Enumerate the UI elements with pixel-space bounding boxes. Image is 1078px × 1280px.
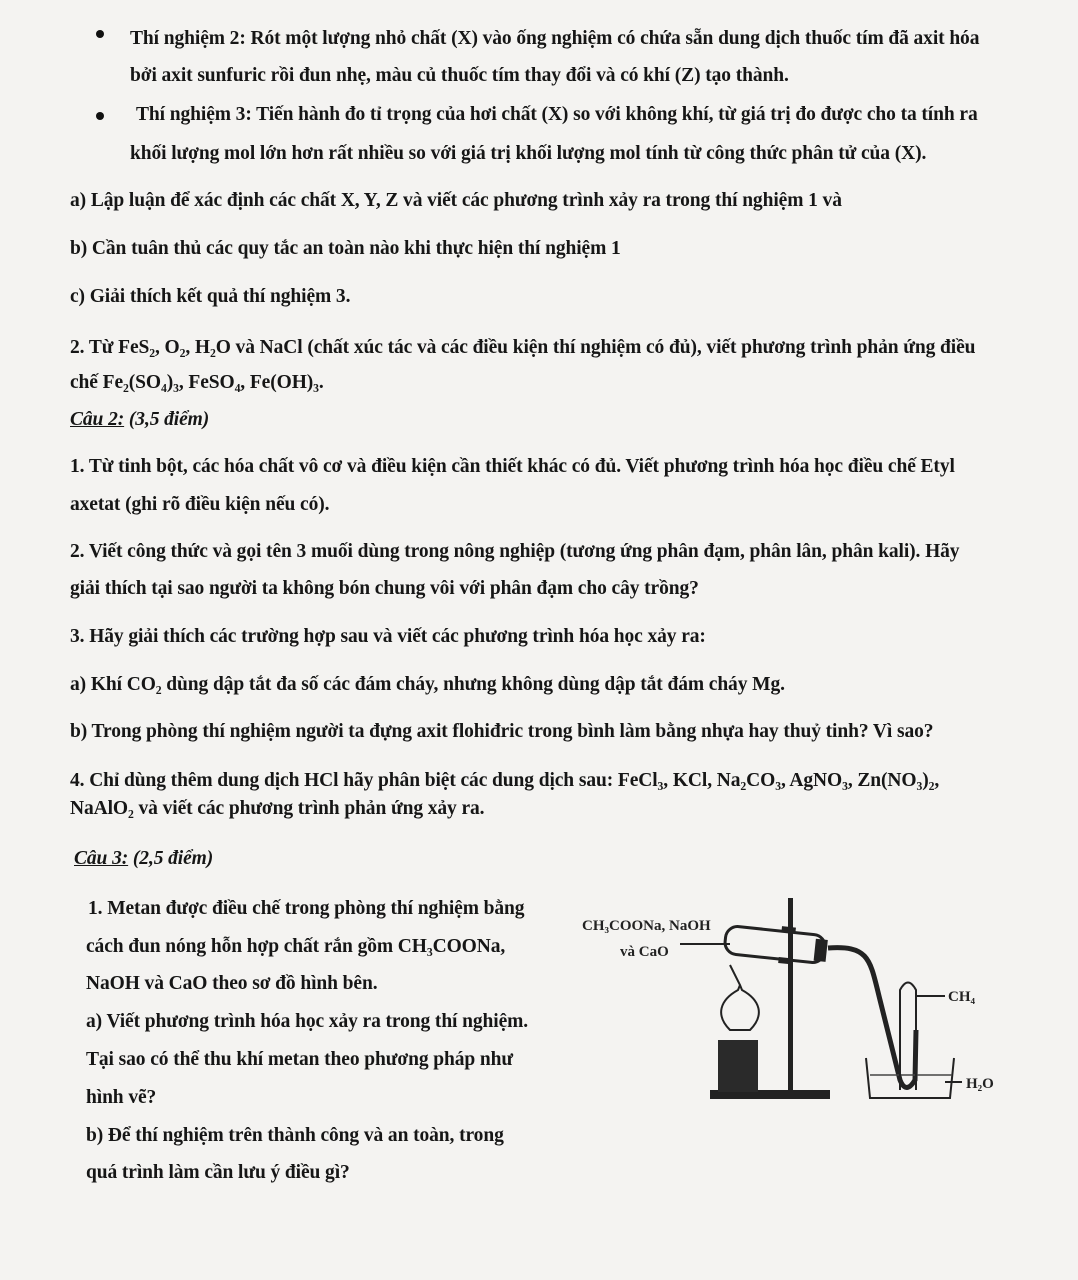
reagent-label-2: và CaO [620,944,669,960]
section-points: (2,5 điểm) [132,848,214,869]
q3-line: b) Để thí nghiệm trên thành công và an toàn, trong [86,1125,504,1146]
question-1-2-line-1: 2. Từ FeS₂, O₂, H₂O và NaCl (chất xúc tác và các điều kiện thí nghiệm có đủ), viết phương trình phản ứng điều [70,337,976,358]
q3-line: quá trình làm cần lưu ý điều gì? [86,1162,350,1183]
bullet-dot [96,112,104,120]
section-title: Câu 2: [70,409,125,430]
question-1b: b) Cần tuân thủ các quy tắc an toàn nào khi thực hiện thí nghiệm 1 [70,238,621,259]
water-label: H₂O [966,1076,994,1092]
q3-line: hình vẽ? [86,1087,157,1108]
q2-line: b) Trong phòng thí nghiệm người ta đựng axit flohiđric trong bình làm bằng nhựa hay thuỷ tinh? Vì sao? [70,721,934,742]
methane-apparatus-diagram [570,890,1040,1120]
q3-line: a) Viết phương trình hóa học xảy ra trong thí nghiệm. [86,1011,529,1032]
question-1-2-line-2: chế Fe₂(SO₄)₃, FeSO₄, Fe(OH)₃. [70,372,324,393]
q3-line: NaOH và CaO theo sơ đồ hình bên. [86,973,378,994]
bullet-dot [96,30,104,38]
q2-line: axetat (ghi rõ điều kiện nếu có). [70,494,330,515]
section-points: (3,5 điểm) [128,409,210,430]
question-1c: c) Giải thích kết quả thí nghiệm 3. [70,286,351,307]
q2-line: a) Khí CO₂ dùng dập tắt đa số các đám cháy, nhưng không dùng dập tắt đám cháy Mg. [70,674,785,695]
experiment-3-line-1: Thí nghiệm 3: Tiến hành đo tỉ trọng của hơi chất (X) so với không khí, từ giá trị đo được cho ta tính ra [136,104,978,125]
lamp-block [718,1040,758,1092]
section-heading-cau-3 [74,848,213,870]
q3-line: Tại sao có thể thu khí metan theo phương pháp như [86,1049,513,1070]
experiment-3-line-2: khối lượng mol lớn hơn rất nhiều so với giá trị khối lượng mol tính từ công thức phân tử của (X). [130,143,927,164]
test-tube [723,920,828,967]
experiment-2-line-1: Thí nghiệm 2: Rót một lượng nhỏ chất (X) vào ống nghiệm có chứa sẵn dung dịch thuốc tím đã axit hóa [130,28,980,49]
q2-line: 4. Chỉ dùng thêm dung dịch HCl hãy phân biệt các dung dịch sau: FeCl₃, KCl, Na₂CO₃, AgNO₃, Zn(NO₃)₂, [70,770,940,791]
q2-line: NaAlO₂ và viết các phương trình phản ứng xảy ra. [70,798,485,819]
q3-line: cách đun nóng hỗn hợp chất rắn gồm CH₃COONa, [86,936,506,957]
gas-label: CH₄ [948,989,975,1005]
experiment-2-line-2: bởi axit sunfuric rồi đun nhẹ, màu củ thuốc tím thay đổi và có khí (Z) tạo thành. [130,65,789,86]
q2-line: 3. Hãy giải thích các trường hợp sau và viết các phương trình hóa học xảy ra: [70,626,706,647]
delivery-tube [828,948,916,1088]
spirit-lamp [721,965,759,1030]
section-title: Câu 3: [74,848,129,869]
reagent-label-1: CH₃COONa, NaOH [582,918,711,934]
water-trough [866,1058,954,1098]
question-1a: a) Lập luận để xác định các chất X, Y, Z và viết các phương trình xảy ra trong thí nghiệm 1 và [70,190,842,211]
q2-line: 1. Từ tinh bột, các hóa chất vô cơ và điều kiện cần thiết khác có đủ. Viết phương trình hóa học điều chế Etyl [70,456,955,477]
q2-line: 2. Viết công thức và gọi tên 3 muối dùng trong nông nghiệp (tương ứng phân đạm, phân lân, phân kali). Hãy [70,541,960,562]
q3-line: 1. Metan được điều chế trong phòng thí nghiệm bằng [88,898,525,919]
section-heading-cau-2 [70,409,209,431]
q2-line: giải thích tại sao người ta không bón chung vôi với phân đạm cho cây trồng? [70,578,699,599]
